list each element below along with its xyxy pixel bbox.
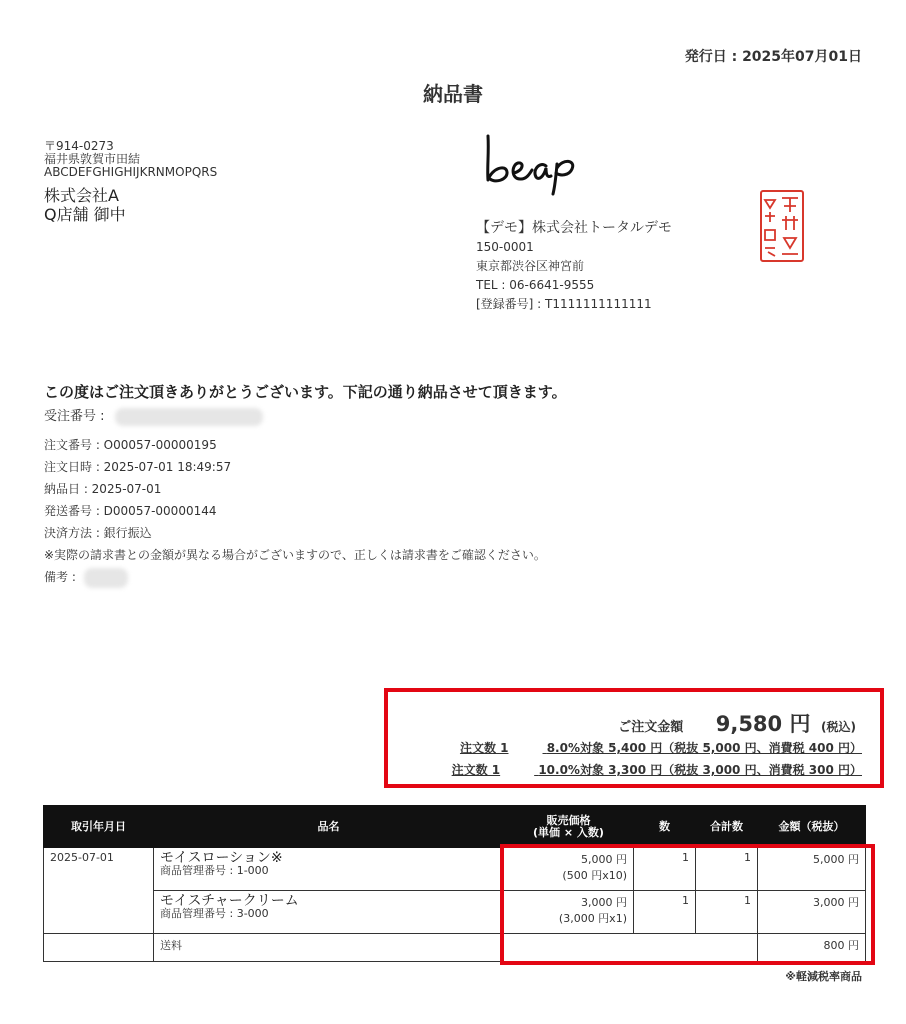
quantity: 1 — [634, 891, 696, 934]
redacted-remarks — [84, 568, 128, 588]
shipping-label: 送料 — [154, 934, 504, 962]
order-number: 注文番号 : O00057-00000195 — [44, 438, 217, 452]
recipient-address: 福井県敦賀市田結 — [44, 152, 141, 166]
tax-breakdown-detail: 8.0%対象 5,400 円（税抜 5,000 円、消費税 400 円） — [546, 741, 862, 755]
sender-block — [476, 218, 672, 314]
redacted-received-number — [115, 408, 263, 426]
table-header-row — [44, 806, 866, 848]
product-name: モイスローション※ — [160, 850, 283, 866]
sender-postal-code: 150-0001 — [476, 240, 534, 254]
payment-method: 決済方法 : 銀行振込 — [44, 526, 152, 540]
unit-price: 3,000 円 — [581, 896, 627, 909]
remarks-label: 備考 : — [44, 570, 76, 584]
header-product: 品名 — [154, 806, 504, 848]
order-total-label: ご注文金額 — [618, 720, 684, 735]
header-date: 取引年月日 — [44, 806, 154, 848]
total-quantity: 1 — [696, 891, 758, 934]
received-number-label: 受注番号 : — [44, 409, 105, 424]
unit-price-detail: (500 円x10) — [562, 869, 627, 882]
header-amount: 金額（税抜） — [758, 806, 866, 848]
reduced-tax-footnote: ※軽減税率商品 — [785, 970, 862, 983]
tax-breakdown-label: 注文数 1 — [459, 741, 509, 755]
header-price-sub: (単価 × 入数) — [533, 825, 604, 839]
recipient-block — [44, 140, 217, 224]
received-number-row — [44, 406, 546, 434]
price-notice: ※実際の請求書との金額が異なる場合がございますので、正しくは請求書をご確認ください。 — [44, 548, 546, 562]
tax-breakdown-8 — [460, 739, 862, 756]
total-quantity: 1 — [696, 848, 758, 891]
order-info — [44, 406, 546, 588]
amount: 3,000 円 — [758, 891, 866, 934]
unit-price: 5,000 円 — [581, 853, 627, 866]
recipient-store: Q店舗 御中 — [44, 205, 126, 224]
delivery-date: 納品日 : 2025-07-01 — [44, 482, 162, 496]
order-total — [618, 708, 856, 738]
header-total-qty: 合計数 — [696, 806, 758, 848]
sender-registration-number: [登録番号] : T1111111111111 — [476, 297, 652, 311]
shipping-amount: 800 円 — [758, 934, 866, 962]
order-datetime: 注文日時 : 2025-07-01 18:49:57 — [44, 460, 232, 474]
sender-address: 東京都渋谷区神宮前 — [476, 259, 585, 273]
sender-tel: TEL : 06-6641-9555 — [476, 278, 595, 292]
empty-cell — [44, 934, 154, 962]
product-code: 商品管理番号 : 1-000 — [160, 864, 269, 877]
remarks-row — [44, 566, 546, 588]
recipient-address-line2: ABCDEFGHIGHIJKRNMOPQRS — [44, 165, 218, 179]
transaction-date: 2025-07-01 — [44, 848, 154, 934]
issue-date: 発行日 : 2025年07月01日 — [684, 49, 862, 65]
recipient-postal-code: 〒914-0273 — [44, 139, 114, 153]
order-total-amount: 9,580 円 — [715, 712, 811, 736]
header-price — [504, 806, 634, 848]
unit-price-detail: (3,000 円x1) — [558, 912, 627, 925]
product-cell — [154, 848, 504, 891]
company-seal — [760, 190, 804, 262]
product-code: 商品管理番号 : 3-000 — [160, 907, 269, 920]
order-total-tax-note: (税込) — [821, 720, 856, 734]
quantity: 1 — [634, 848, 696, 891]
document-title: 納品書 — [423, 82, 483, 106]
price-highlight-box — [500, 844, 875, 965]
product-cell — [154, 891, 504, 934]
thank-you-message: この度はご注文頂きありがとうございます。下記の通り納品させて頂きます。 — [44, 383, 567, 401]
recipient-company: 株式会社A — [44, 186, 119, 205]
tax-breakdown-detail: 10.0%対象 3,300 円（税抜 3,000 円、消費税 300 円） — [538, 763, 862, 777]
amount: 5,000 円 — [758, 848, 866, 891]
product-name: モイスチャークリーム — [160, 893, 299, 909]
tax-breakdown-10 — [452, 761, 862, 778]
company-logo — [480, 128, 590, 202]
sender-company: 【デモ】株式会社トータルデモ — [476, 220, 672, 236]
tax-breakdown-label: 注文数 1 — [451, 763, 501, 777]
shipping-number: 発送番号 : D00057-00000144 — [44, 504, 217, 518]
header-qty: 数 — [634, 806, 696, 848]
header-price-label: 販売価格 — [546, 813, 591, 827]
